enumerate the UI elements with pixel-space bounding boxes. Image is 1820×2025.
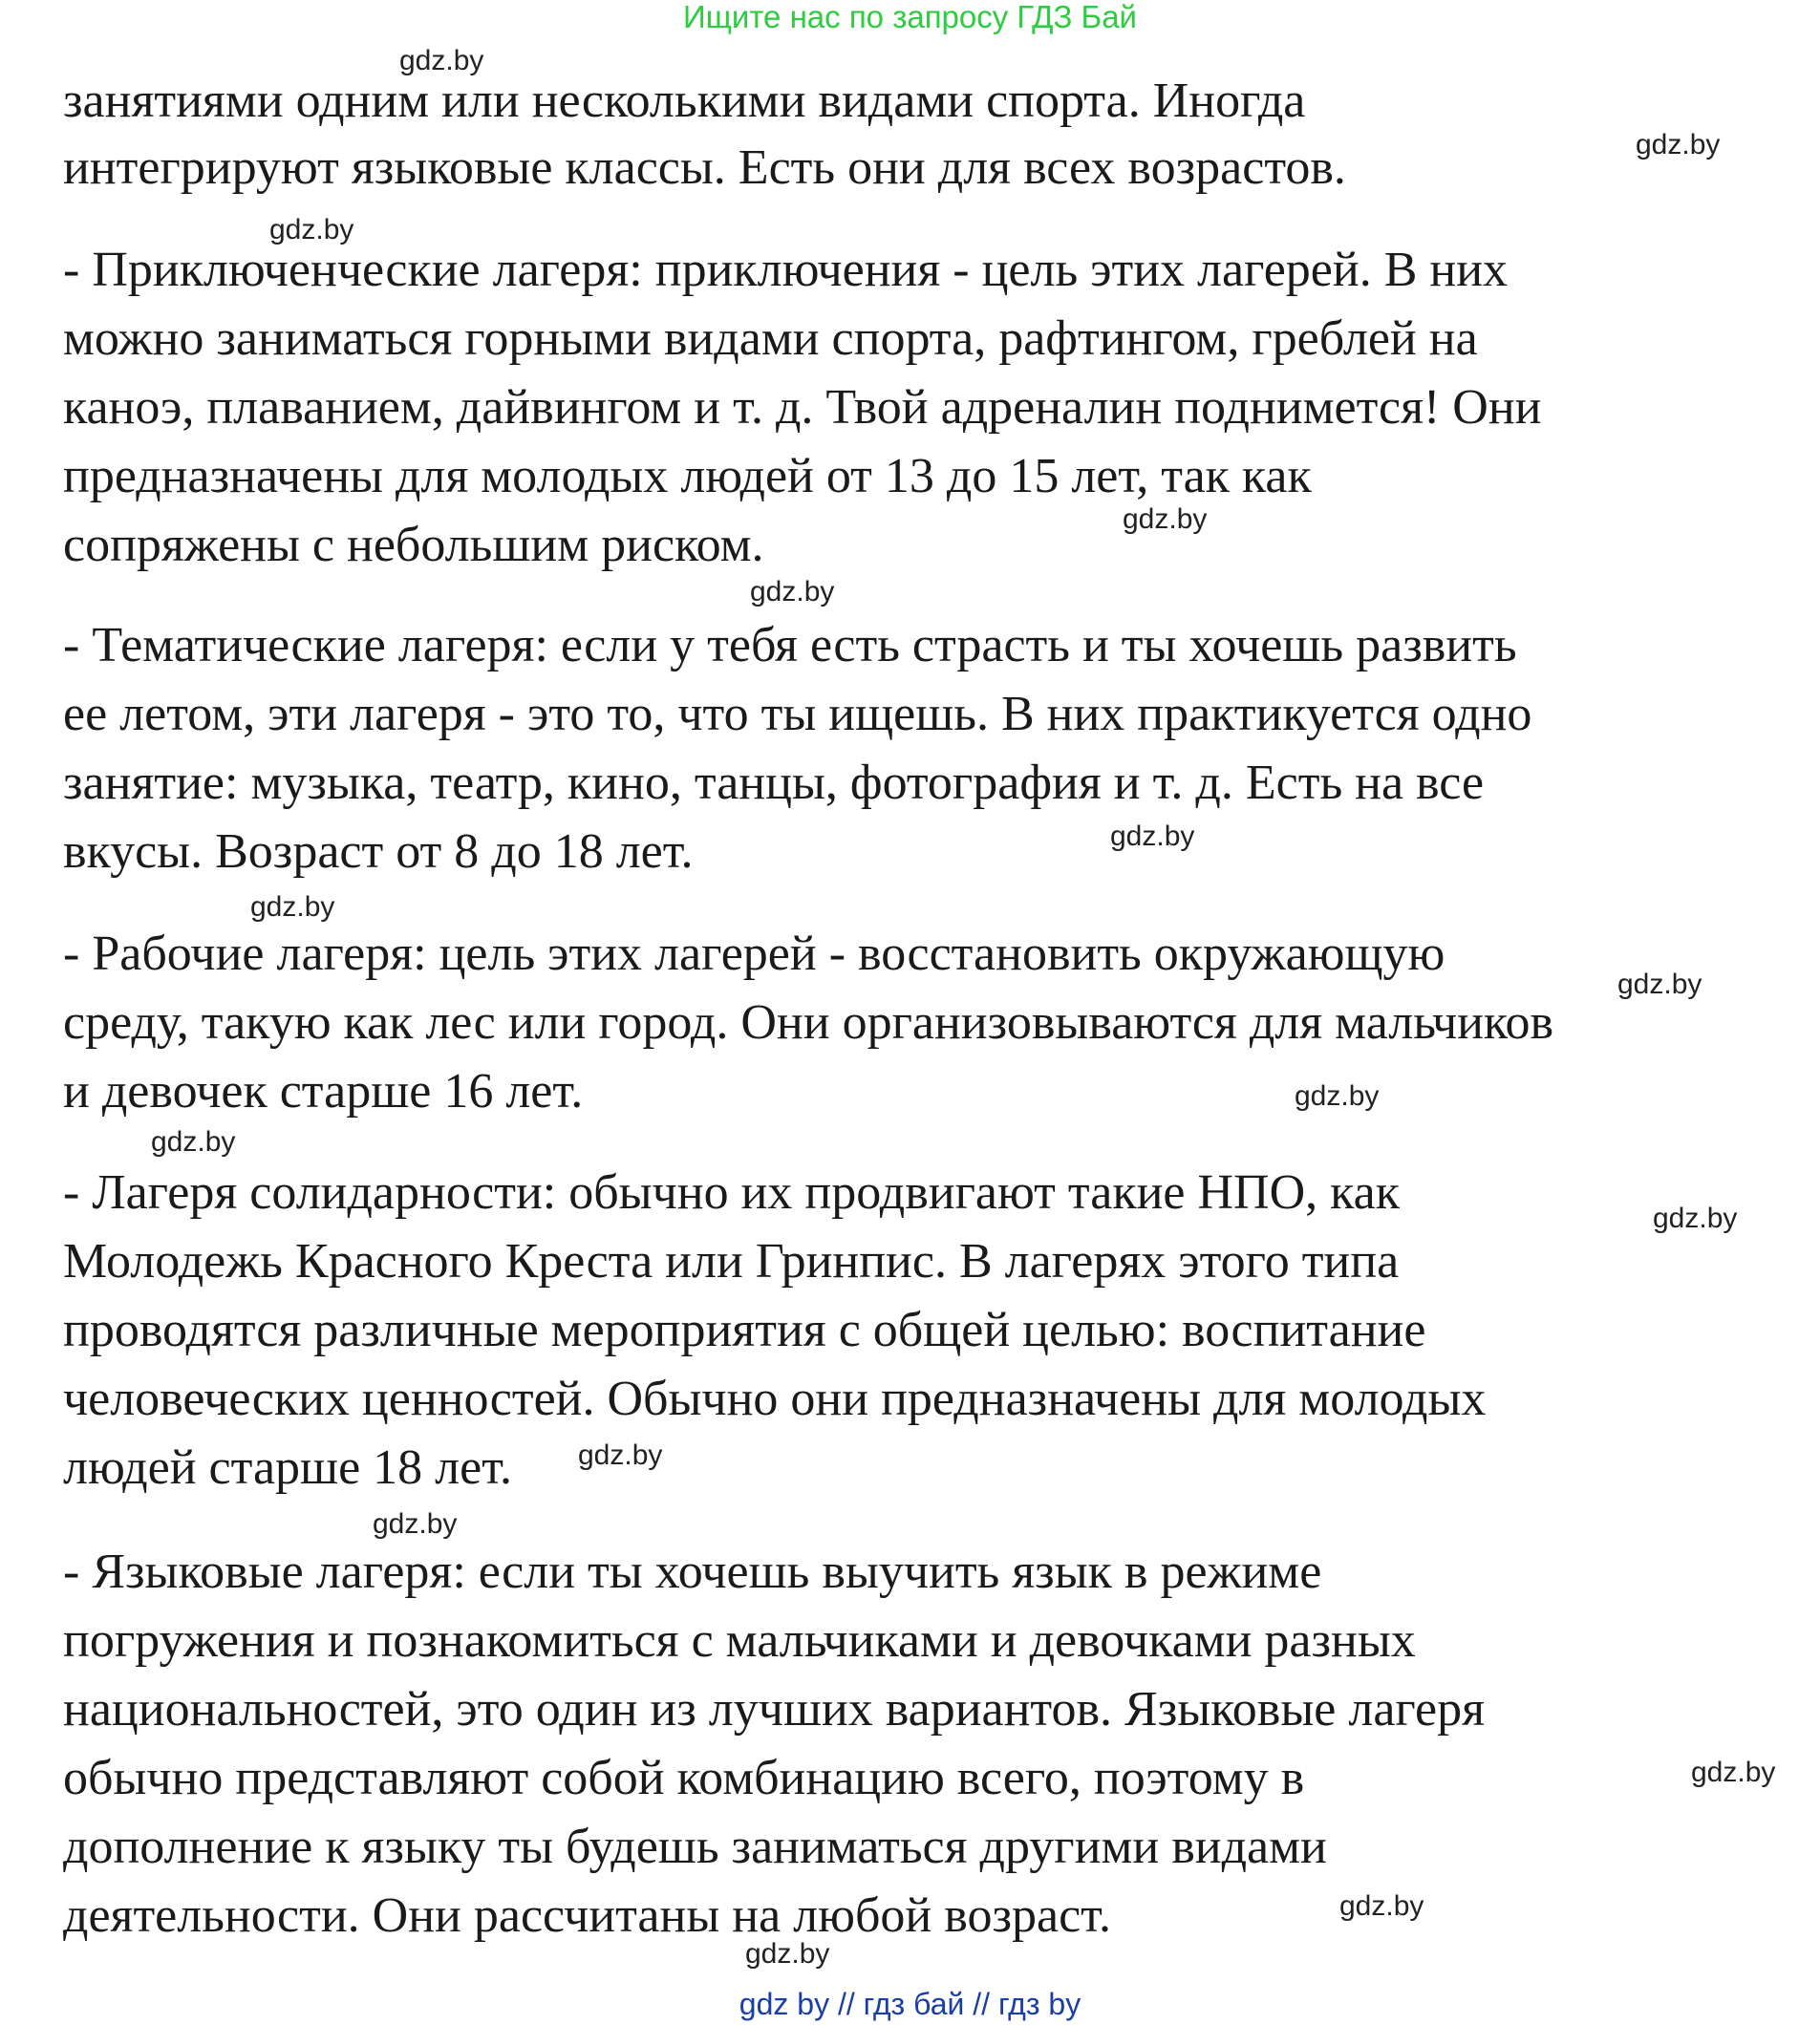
text-line: погружения и познакомиться с мальчиками и девочками разных xyxy=(63,1613,1416,1668)
text-line: занятиями одним или несколькими видами спорта. Иногда xyxy=(63,74,1306,128)
text-line: дополнение к языку ты будешь заниматься другими видами xyxy=(63,1820,1327,1874)
watermark: gdz.by xyxy=(1691,1757,1776,1788)
watermark: gdz.by xyxy=(750,576,835,608)
watermark: gdz.by xyxy=(399,45,484,76)
text-line: - Рабочие лагеря: цель этих лагерей - восстановить окружающую xyxy=(63,927,1445,981)
text-line: - Лагеря солидарности: обычно их продвигают такие НПО, как xyxy=(63,1165,1400,1220)
text-line: - Тематические лагеря: если у тебя есть страсть и ты хочешь развить xyxy=(63,618,1517,672)
text-line: каноэ, плаванием, дайвингом и т. д. Твой адреналин поднимется! Они xyxy=(63,380,1542,435)
watermark: gdz.by xyxy=(373,1508,458,1540)
watermark: gdz.by xyxy=(151,1126,236,1158)
text-line: людей старше 18 лет. xyxy=(63,1440,513,1495)
site-footer: gdz by // гдз бай // гдз by xyxy=(739,1987,1081,2021)
text-line: вкусы. Возраст от 8 до 18 лет. xyxy=(63,824,694,879)
text-line: проводятся различные мероприятия с общей целью: воспитание xyxy=(63,1303,1426,1357)
watermark: gdz.by xyxy=(1110,821,1195,852)
text-line: можно заниматься горными видами спорта, рафтингом, греблей на xyxy=(63,311,1478,366)
text-line: человеческих ценностей. Обычно они предназначены для молодых xyxy=(63,1372,1487,1426)
text-line: ее летом, эти лагеря - это то, что ты ищешь. В них практикуется одно xyxy=(63,687,1532,741)
text-line: среду, такую как лес или город. Они организовываются для мальчиков xyxy=(63,995,1554,1050)
text-line: интегрируют языковые классы. Есть они для всех возрастов. xyxy=(63,140,1346,195)
text-line: деятельности. Они рассчитаны на любой возраст. xyxy=(63,1888,1111,1943)
watermark: gdz.by xyxy=(745,1938,830,1970)
text-line: и девочек старше 16 лет. xyxy=(63,1064,584,1119)
watermark: gdz.by xyxy=(1339,1890,1424,1922)
watermark: gdz.by xyxy=(250,891,335,923)
watermark: gdz.by xyxy=(1295,1080,1380,1112)
text-line: занятие: музыка, театр, кино, танцы, фотография и т. д. Есть на все xyxy=(63,756,1485,810)
watermark: gdz.by xyxy=(269,214,354,245)
text-line: национальностей, это один из лучших вариантов. Языковые лагеря xyxy=(63,1682,1486,1737)
watermark: gdz.by xyxy=(1123,503,1208,535)
watermark: gdz.by xyxy=(1653,1203,1738,1234)
watermark: gdz.by xyxy=(1617,969,1702,1000)
text-line: - Языковые лагеря: если ты хочешь выучить язык в режиме xyxy=(63,1545,1322,1599)
search-hint-header: Ищите нас по запросу ГДЗ Бай xyxy=(683,0,1137,34)
watermark: gdz.by xyxy=(578,1439,663,1471)
text-line: - Приключенческие лагеря: приключения - цель этих лагерей. В них xyxy=(63,243,1509,297)
watermark: gdz.by xyxy=(1636,129,1721,160)
text-line: Молодежь Красного Креста или Гринпис. В лагерях этого типа xyxy=(63,1234,1400,1289)
text-line: сопряжены с небольшим риском. xyxy=(63,518,764,572)
text-line: обычно представляют собой комбинацию всего, поэтому в xyxy=(63,1751,1305,1805)
text-line: предназначены для молодых людей от 13 до 15 лет, так как xyxy=(63,449,1312,503)
